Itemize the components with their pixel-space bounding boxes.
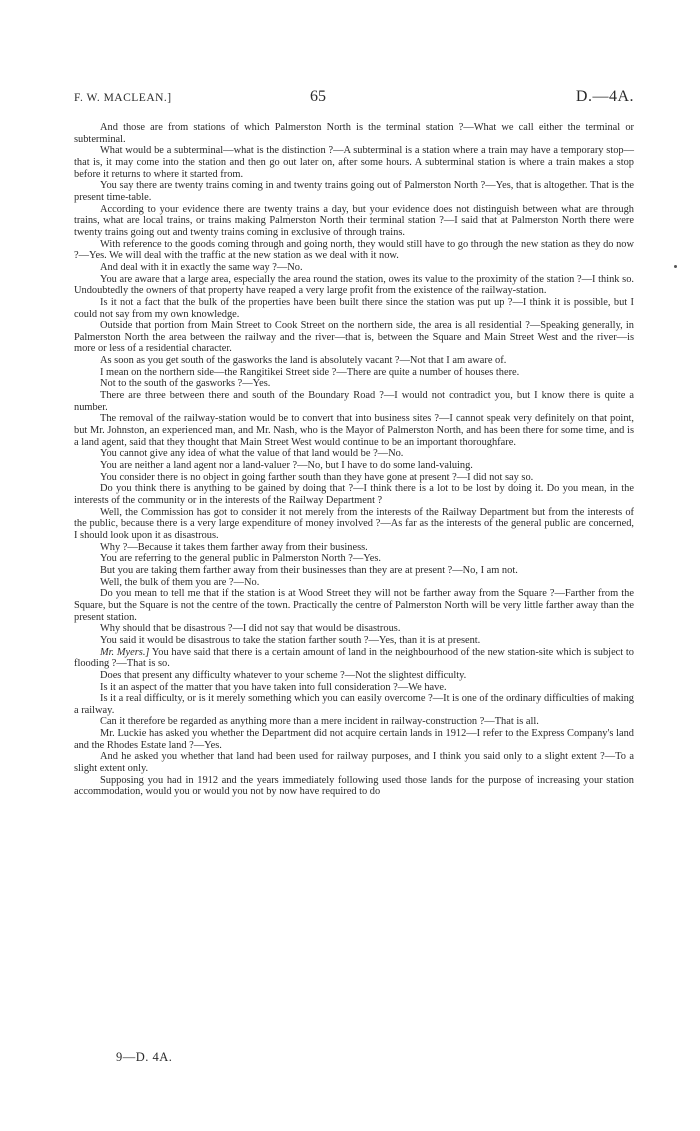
paragraph: Well, the Commission has got to consider it not merely from the interests of the Railway Department but from the interests of the public, because there is a very large expenditure of money involved ?—As far as the interests of the general public are concerned, I should look upon it as disastrous. (74, 506, 634, 541)
paragraph: You are neither a land agent nor a land-valuer ?—No, but I have to do some land-valuing. (100, 460, 473, 472)
paragraph: Is it not a fact that the bulk of the properties have been built there since the station was put up ?—I think it is possible, but I could not say from my own knowledge. (74, 296, 634, 320)
paragraph: You are referring to the general public in Palmerston North ?—Yes. (100, 553, 381, 565)
margin-speck (674, 265, 677, 268)
speaker-text: You have said that there is a certain amount of land in the neighbourhood of the new station-site which is subject to flooding ?—That is so. (74, 646, 634, 670)
paragraph: And he asked you whether that land had been used for railway purposes, and I think you said only to a slight extent ?—To a slight extent only. (74, 751, 634, 775)
paragraph: With reference to the goods coming through and going north, they would still have to go through the new station as they do now ?—Yes. We will deal with the traffic at the new station as we deal with it now. (74, 238, 634, 262)
paragraph: What would be a subterminal—what is the distinction ?—A subterminal is a station where a train may have a temporary stop—that is, it may come into the station and then go out later on, after some hours. A subterminal station is where a train makes a stop before it returns to where it started from. (74, 145, 634, 180)
paragraph: Is it a real difficulty, or is it merely something which you can easily overcome ?—It is one of the ordinary difficulties of making a railway. (74, 693, 634, 716)
paragraph: You cannot give any idea of what the value of that land would be ?—No. (100, 448, 404, 460)
paragraph: You said it would be disastrous to take the station farther south ?—Yes, than it is at present. (100, 634, 481, 646)
paragraph: Do you mean to tell me that if the station is at Wood Street they will not be farther away from the Square ?—Farther from the Square, but the Square is not the centre of the town. Practically the centre of Palmerston North will be very little farther away than the present station. (74, 588, 634, 623)
paragraph: But you are taking them farther away from their businesses than they are at present ?—No, I am not. (100, 564, 518, 576)
paragraph: I mean on the northern side—the Rangitikei Street side ?—There are quite a number of houses there. (100, 366, 520, 378)
signature-mark: 9—D. 4A. (116, 1050, 173, 1064)
paragraph: The removal of the railway-station would be to convert that into business sites ?—I cannot speak very definitely on that point, but Mr. Johnston, an experienced man, and Mr. Nash, who is the Mayor of Palmerston North, and has been there for some time, and is a land agent, said that they thought that Main Street West would continue to be an important thoroughfare. (74, 413, 634, 448)
page-header (74, 90, 634, 110)
speaker-paragraph (74, 647, 634, 670)
paragraph: Is it an aspect of the matter that you have taken into full consideration ?—We have. (100, 681, 447, 693)
paragraph: Well, the bulk of them you are ?—No. (100, 576, 260, 588)
page-number: 65 (310, 88, 326, 105)
paragraph: Not to the south of the gasworks ?—Yes. (100, 378, 271, 390)
paragraph: You say there are twenty trains coming in and twenty trains going out of Palmerston North ?—Yes, that is altogether. That is the present time-table. (74, 180, 634, 203)
paragraph: Mr. Luckie has asked you whether the Department did not acquire certain lands in 1912—I refer to the Express Company's land and the Rhodes Estate land ?—Yes. (74, 728, 634, 751)
paragraph: And those are from stations of which Palmerston North is the terminal station ?—What we call either the terminal or subterminal. (74, 122, 634, 145)
paragraph: You consider there is no object in going farther south than they have gone at present ?—I did not say so. (100, 471, 534, 483)
speaker-name: Mr. Myers.] (100, 646, 150, 658)
paragraph: Outside that portion from Main Street to Cook Street on the northern side, the area is all residential ?—Speaking generally, in Palmerston North the area between the railway and the river—that is, between the Square and Main Street West and the river—is more or less of a residential character. (74, 320, 634, 355)
paragraph: Do you think there is anything to be gained by doing that ?—I think there is a lot to be lost by doing it. Do you mean, in the interests of the community or in the interests of the Railway Department ? (74, 483, 634, 506)
paragraph: You are aware that a large area, especially the area round the station, owes its value to the proximity of the station ?—I think so. Undoubtedly the owners of that property have reaped a very large profit from the existence of the railway-station. (74, 273, 634, 297)
paragraph: According to your evidence there are twenty trains a day, but your evidence does not distinguish between what are through trains, what are local trains, or trains making Palmerston North their terminal station ?—I said that at Palmerston North there were twenty trains going out and twenty trains coming in exclusive of through trains. (74, 203, 634, 238)
header-witness-name: F. W. MACLEAN.] (74, 92, 172, 104)
paragraph: Supposing you had in 1912 and the years immediately following used those lands for the purpose of increasing your station accommodation, would you or would you not by now have required to do (74, 774, 634, 798)
paragraph: Does that present any difficulty whatever to your scheme ?—Not the slightest difficulty. (100, 669, 467, 681)
document-reference: D.—4A. (575, 88, 634, 105)
paragraph: Can it therefore be regarded as anything more than a mere incident in railway-construction ?—That is all. (100, 716, 539, 728)
paragraph: There are three between there and south of the Boundary Road ?—I would not contradict you, but I know there is quite a number. (74, 390, 634, 413)
paragraph: And deal with it in exactly the same way ?—No. (100, 261, 303, 273)
paragraph: As soon as you get south of the gasworks the land is absolutely vacant ?—Not that I am aware of. (100, 355, 507, 367)
paragraph: Why should that be disastrous ?—I did not say that would be disastrous. (100, 623, 401, 635)
document-body (74, 122, 634, 798)
paragraph: Why ?—Because it takes them farther away from their business. (100, 541, 368, 553)
